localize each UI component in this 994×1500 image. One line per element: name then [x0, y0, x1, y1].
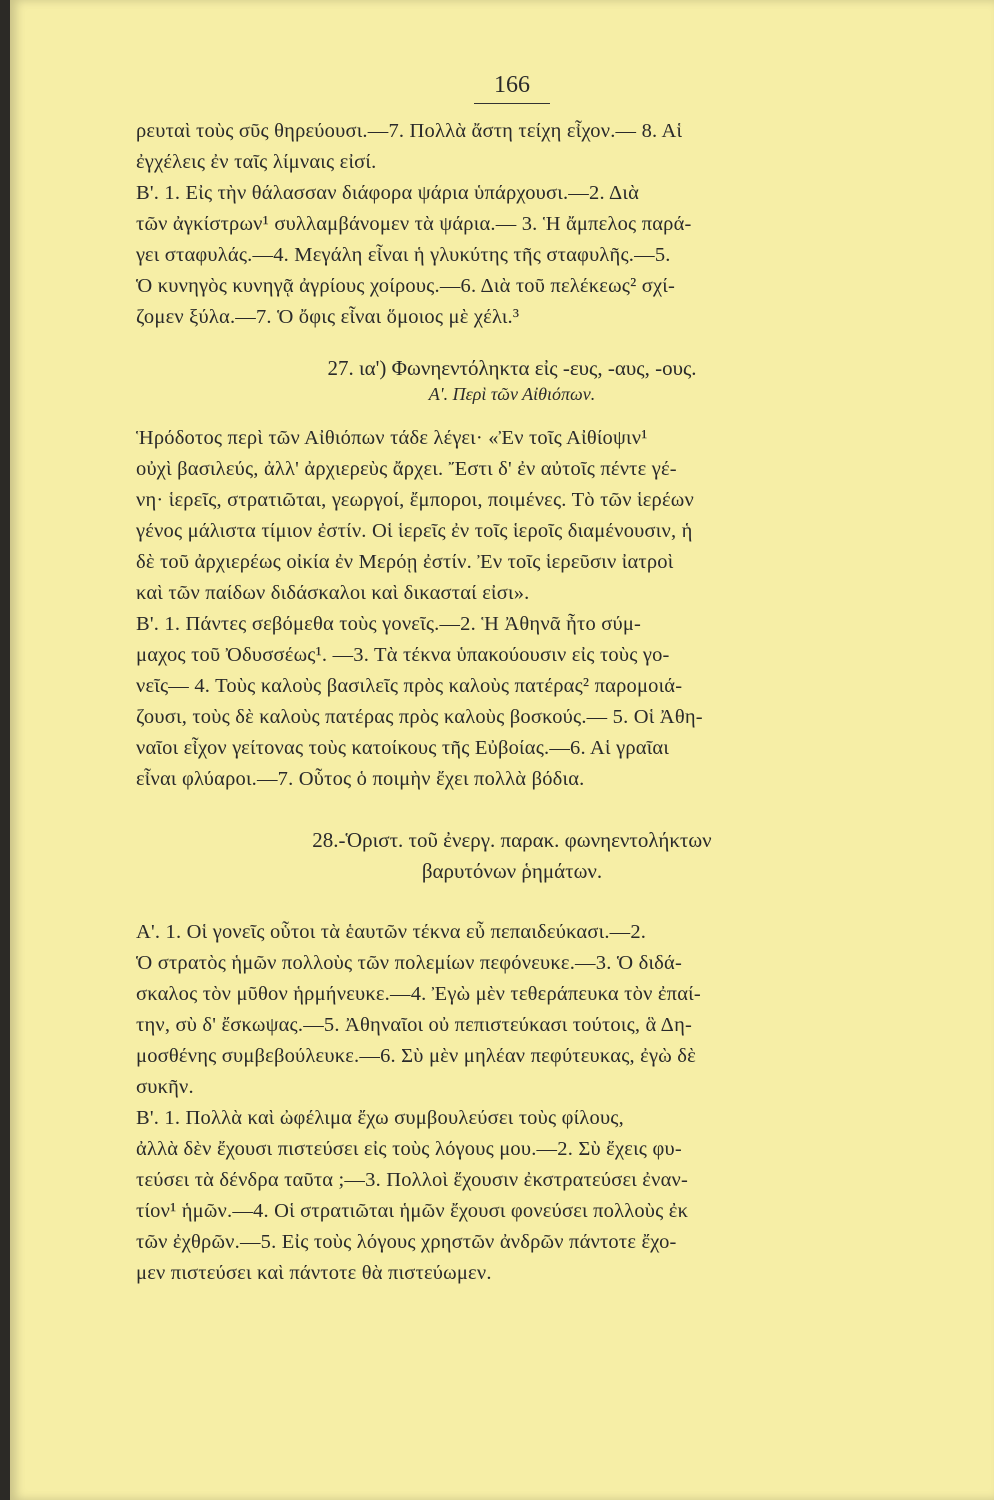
- text-line: γει σταφυλάς.—4. Μεγάλη εἶναι ἡ γλυκύτης τῆς σταφυλῆς.—5.: [136, 244, 671, 266]
- text-line: την, σὺ δ' ἔσκωψας.—5. Ἀθηναῖοι οὐ πεπιστεύκασι τούτοις, ἃ Δη-: [136, 1014, 693, 1036]
- section-28-heading-continued: βαρυτόνων ῥημάτων.: [421, 859, 603, 883]
- text-line: καὶ τῶν παίδων διδάσκαλοι καὶ δικασταί εἰσι».: [136, 582, 530, 604]
- text-line: δὲ τοῦ ἀρχιερέως οἰκία ἐν Μερόῃ ἐστίν. Ἐν τοῖς ἱερεῦσιν ἰατροὶ: [136, 551, 674, 573]
- book-page: [10, 0, 994, 1500]
- text-line: Β'. 1. Εἰς τὴν θάλασσαν διάφορα ψάρια ὑπάρχουσι.—2. Διὰ: [136, 182, 640, 204]
- section-27: [136, 353, 888, 795]
- text-line: ἀλλὰ δὲν ἔχουσι πιστεύσει εἰς τοὺς λόγους μου.—2. Σὺ ἔχεις φυ-: [136, 1138, 682, 1160]
- page-number: 166: [494, 72, 530, 98]
- text-line: νεῖς— 4. Τοὺς καλοὺς βασιλεῖς πρὸς καλοὺς πατέρας² παρομοιά-: [136, 675, 683, 697]
- text-line: μοσθένης συμβεβούλευκε.—6. Σὺ μὲν μηλέαν πεφύτευκας, ἐγὼ δὲ: [136, 1045, 696, 1067]
- intro-block: [136, 116, 888, 333]
- text-line: τῶν ἐχθρῶν.—5. Εἰς τοὺς λόγους χρηστῶν ἀνδρῶν πάντοτε ἔχο-: [136, 1231, 677, 1253]
- text-line: μεν πιστεύσει καὶ πάντοτε θὰ πιστεύωμεν.: [136, 1262, 492, 1284]
- page-number-rule: [474, 103, 550, 104]
- text-line: τίον¹ ἡμῶν.—4. Οἱ στρατιῶται ἡμῶν ἔχουσι φονεύσει πολλοὺς ἐκ: [136, 1200, 689, 1222]
- text-line: οὐχὶ βασιλεύς, ἀλλ' ἀρχιερεὺς ἄρχει. Ἔστι δ' ἐν αὐτοῖς πέντε γέ-: [136, 458, 677, 480]
- section-27-subheading: Α'. Περὶ τῶν Αἰθιόπων.: [428, 384, 596, 404]
- text-line: τῶν ἀγκίστρων¹ συλλαμβάνομεν τὰ ψάρια.— 3. Ἡ ἄμπελος παρά-: [136, 213, 692, 235]
- text-line: ναῖοι εἶχον γείτονας τοὺς κατοίκους τῆς Εὐβοίας.—6. Αἱ γραῖαι: [136, 737, 670, 759]
- section-27-heading: 27. ια') Φωνηεντόληκτα εἰς -ευς, -αυς, -ους.: [327, 356, 697, 380]
- text-line: συκῆν.: [136, 1076, 194, 1098]
- text-line: ζομεν ξύλα.—7. Ὁ ὄφις εἶναι ὅμοιος μὲ χέλι.³: [136, 306, 520, 328]
- text-line: ρευταὶ τοὺς σῦς θηρεύουσι.—7. Πολλὰ ἄστη τείχη εἶχον.— 8. Αἱ: [136, 120, 683, 142]
- text-line: ζουσι, τοὺς δὲ καλοὺς πατέρας πρὸς καλοὺς βοσκούς.— 5. Οἱ Ἀθη-: [136, 706, 703, 728]
- text-line: γένος μάλιστα τίμιον ἐστίν. Οἱ ἱερεῖς ἐν τοῖς ἱεροῖς διαμένουσιν, ἡ: [136, 520, 693, 542]
- text-line: ἐγχέλεις ἐν ταῖς λίμναις εἰσί.: [136, 151, 377, 173]
- text-line: Β'. 1. Πάντες σεβόμεθα τοὺς γονεῖς.—2. Ἡ Ἀθηνᾶ ἦτο σύμ-: [136, 613, 642, 635]
- text-line: Ὁ στρατὸς ἡμῶν πολλοὺς τῶν πολεμίων πεφόνευκε.—3. Ὁ διδά-: [136, 952, 682, 974]
- text-line: τεύσει τὰ δένδρα ταῦτα ;—3. Πολλοὶ ἔχουσιν ἐκστρατεύσει ἐναν-: [136, 1169, 689, 1191]
- text-line: Β'. 1. Πολλὰ καὶ ὠφέλιμα ἔχω συμβουλεύσει τοὺς φίλους,: [136, 1107, 624, 1129]
- page-content: [136, 72, 888, 1289]
- text-line: Α'. 1. Οἱ γονεῖς οὗτοι τὰ ἑαυτῶν τέκνα εὖ πεπαιδεύκασι.—2.: [136, 921, 647, 943]
- text-line: νη· ἱερεῖς, στρατιῶται, γεωργοί, ἔμποροι, ποιμένες. Τὸ τῶν ἱερέων: [136, 489, 694, 511]
- section-28: [136, 825, 888, 1289]
- text-line: σκαλος τὸν μῦθον ἡρμήνευκε.—4. Ἐγὼ μὲν τεθεράπευκα τὸν ἐπαί-: [136, 983, 701, 1005]
- text-line: Ὁ κυνηγὸς κυνηγᾷ ἀγρίους χοίρους.—6. Διὰ τοῦ πελέκεως² σχί-: [136, 275, 676, 297]
- text-line: μαχος τοῦ Ὀδυσσέως¹. —3. Τὰ τέκνα ὑπακούουσιν εἰς τοὺς γο-: [136, 644, 670, 666]
- text-line: εἶναι φλύαροι.—7. Οὗτος ὁ ποιμὴν ἔχει πολλὰ βόδια.: [136, 768, 585, 790]
- section-28-heading: 28.-Ὁριστ. τοῦ ἐνεργ. παρακ. φωνηεντολήκτων: [312, 828, 712, 852]
- text-line: Ἡρόδοτος περὶ τῶν Αἰθιόπων τάδε λέγει· «Ἐν τοῖς Αἰθίοψιν¹: [136, 427, 648, 449]
